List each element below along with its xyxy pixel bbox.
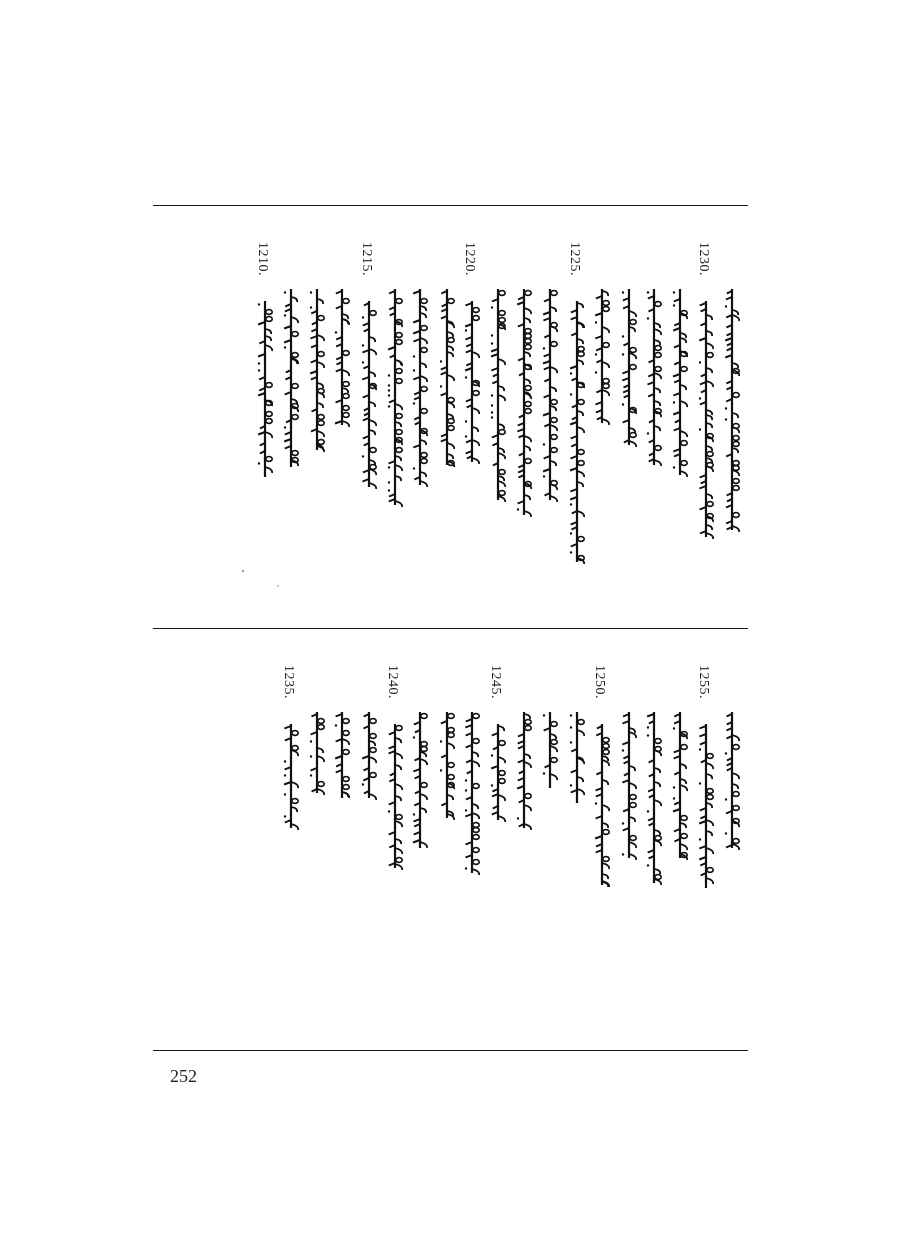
verse-number: 1235. <box>281 665 296 699</box>
verse-number: 1220. <box>462 242 477 276</box>
verse-number: 1255. <box>696 665 711 699</box>
verse-number: 1225. <box>567 242 582 276</box>
verse-number: 1230. <box>696 242 711 276</box>
verse-number: 1250. <box>592 665 607 699</box>
page-number: 252 <box>170 1066 197 1086</box>
verse-number: 1240. <box>385 665 400 699</box>
verse-number: 1210. <box>255 242 270 276</box>
verse-number: 1245. <box>488 665 503 699</box>
verse-number: 1215. <box>359 242 374 276</box>
